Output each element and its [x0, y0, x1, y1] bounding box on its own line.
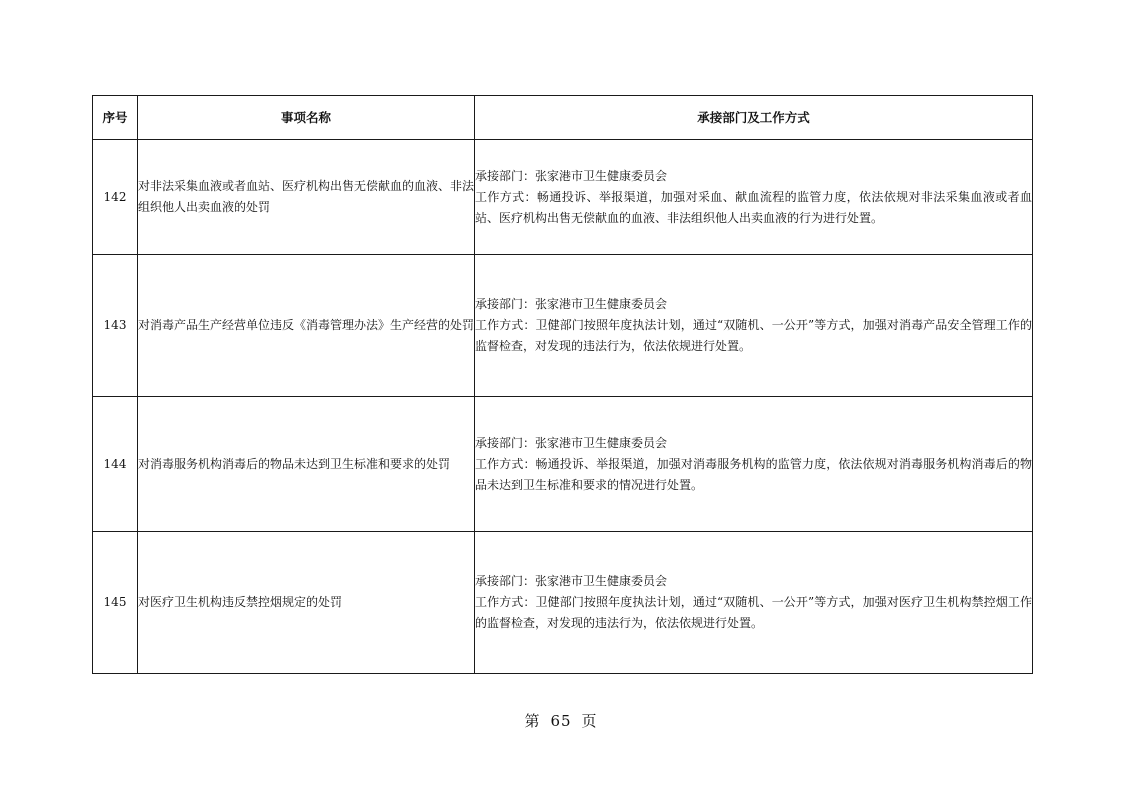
row-item-name: 对消毒产品生产经营单位违反《消毒管理办法》生产经营的处罚	[138, 255, 475, 397]
table-row	[93, 532, 1033, 674]
row-dept-method	[475, 140, 1033, 255]
page-number: 65	[550, 712, 572, 730]
row-method: 工作方式：卫健部门按照年度执法计划，通过“双随机、一公开”等方式，加强对医疗卫生机构禁控烟工作的监督检查，对发现的违法行为，依法依规进行处置。	[475, 595, 1032, 630]
row-dept: 承接部门：张家港市卫生健康委员会	[475, 574, 668, 588]
page-number-footer	[0, 710, 1122, 731]
row-item-name: 对非法采集血液或者血站、医疗机构出售无偿献血的血液、非法组织他人出卖血液的处罚	[138, 140, 475, 255]
row-item-name: 对医疗卫生机构违反禁控烟规定的处罚	[138, 532, 475, 674]
row-dept: 承接部门：张家港市卫生健康委员会	[475, 168, 668, 183]
table-row	[93, 140, 1033, 255]
table-row	[93, 255, 1033, 397]
row-dept: 承接部门：张家港市卫生健康委员会	[475, 297, 668, 311]
row-method: 工作方式：畅通投诉、举报渠道，加强对消毒服务机构的监管力度，依法依规对消毒服务机构消毒后的物品未达到卫生标准和要求的情况进行处置。	[475, 456, 1032, 492]
page-suffix: 页	[581, 712, 598, 730]
row-item-name: 对消毒服务机构消毒后的物品未达到卫生标准和要求的处罚	[138, 397, 475, 532]
row-method: 工作方式：卫健部门按照年度执法计划，通过“双随机、一公开”等方式，加强对消毒产品安全管理工作的监督检查，对发现的违法行为，依法依规进行处置。	[475, 318, 1032, 353]
row-serial: 143	[93, 255, 138, 397]
header-serial: 序号	[93, 96, 138, 140]
row-dept-method	[475, 255, 1033, 397]
row-dept-method	[475, 397, 1033, 532]
matters-table	[92, 95, 1033, 674]
table-header-row	[93, 96, 1033, 140]
row-serial: 142	[93, 140, 138, 255]
header-dept-method: 承接部门及工作方式	[475, 96, 1033, 140]
row-serial: 145	[93, 532, 138, 674]
row-method: 工作方式：畅通投诉、举报渠道，加强对采血、献血流程的监管力度，依法依规对非法采集血液或者血站、医疗机构出售无偿献血的血液、非法组织他人出卖血液的行为进行处置。	[475, 189, 1032, 225]
page-prefix: 第	[524, 712, 541, 730]
row-serial: 144	[93, 397, 138, 532]
row-dept: 承接部门：张家港市卫生健康委员会	[475, 435, 668, 450]
header-item-name: 事项名称	[138, 96, 475, 140]
row-dept-method	[475, 532, 1033, 674]
table-row	[93, 397, 1033, 532]
